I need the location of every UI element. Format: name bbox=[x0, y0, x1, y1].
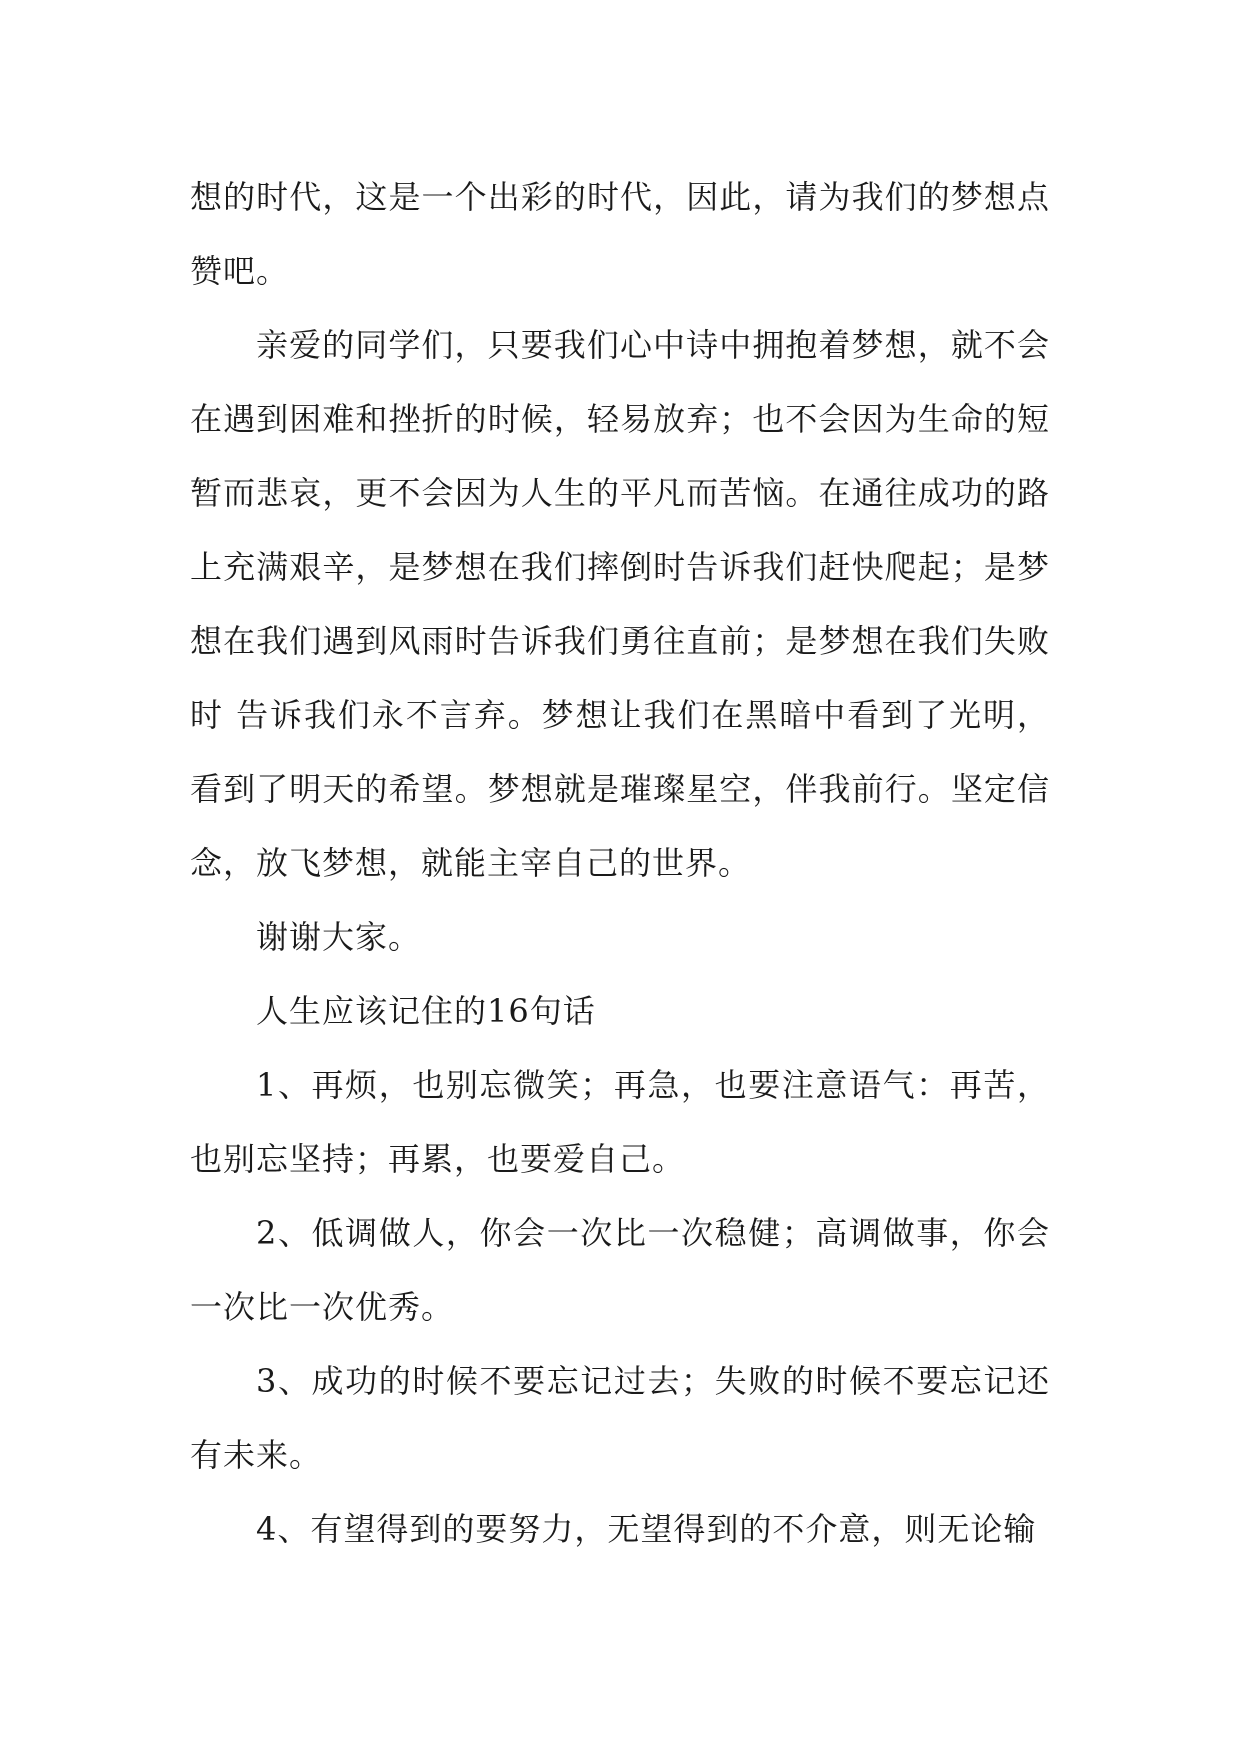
paragraph-continuation: 想的时代，这是一个出彩的时代，因此，请为我们的梦想点赞吧。 bbox=[190, 178, 1050, 290]
list-item-1: 1、再烦，也别忘微笑；再急，也要注意语气：再苦，也别忘坚持；再累，也要爱自己。 bbox=[190, 1066, 1050, 1178]
list-item-4: 4、有望得到的要努力，无望得到的不介意，则无论输 bbox=[256, 1510, 1037, 1548]
paragraph-dream-speech: 亲爱的同学们，只要我们心中诗中拥抱着梦想，就不会在遇到困难和挫折的时候，轻易放弃；也不会因为生命的短暂而悲哀，更不会因为人生的平凡而苦恼。在通往成功的路上充满艰辛，是梦想在我们摔倒时告诉我们赶快爬起；是梦想在我们遇到风雨时告诉我们勇往直前；是梦想在我们失败时 告诉我们永不言弃。梦想让我们在黑暗中看到了光明，看到了明天的希望。梦想就是璀璨星空，伴我前行。坚定信念，放飞梦想，就能主宰自己的世界。 bbox=[190, 326, 1050, 882]
document-body bbox=[190, 160, 1050, 1566]
paragraph-thanks: 谢谢大家。 bbox=[256, 918, 422, 956]
list-item-3: 3、成功的时候不要忘记过去；失败的时候不要忘记还有未来。 bbox=[190, 1362, 1050, 1474]
section-title: 人生应该记住的16句话 bbox=[256, 992, 596, 1030]
list-item-2: 2、低调做人，你会一次比一次稳健；高调做事，你会一次比一次优秀。 bbox=[190, 1214, 1050, 1326]
